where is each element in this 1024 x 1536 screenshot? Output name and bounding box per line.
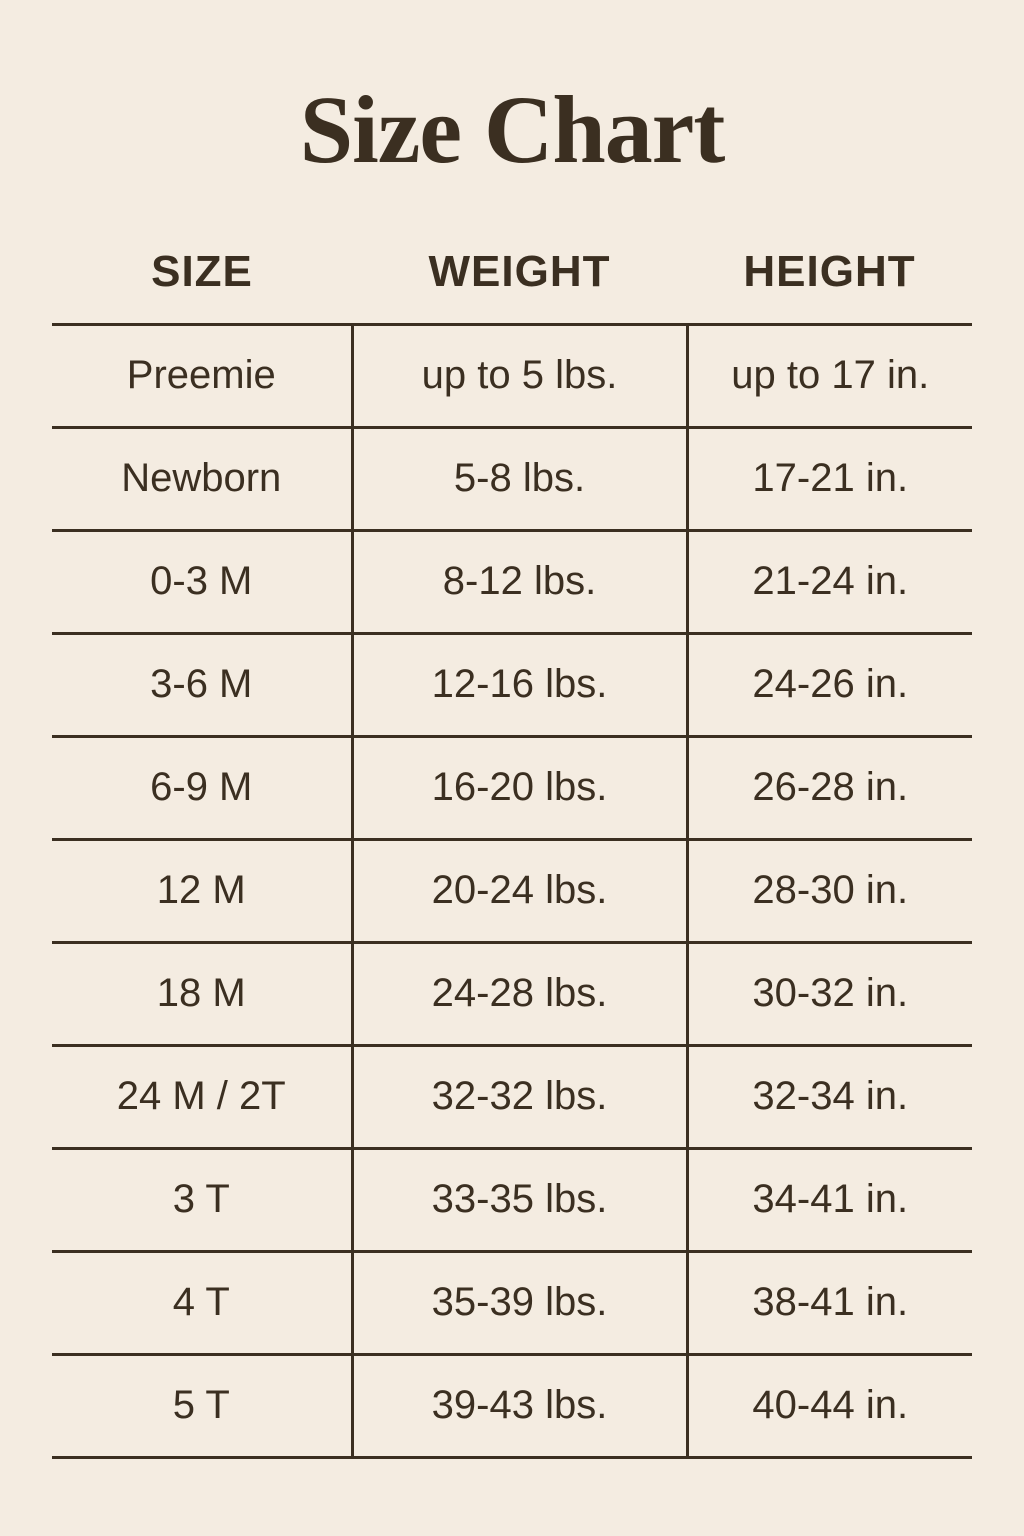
cell-size: 0-3 M [52, 530, 352, 633]
cell-weight: 12-16 lbs. [352, 633, 687, 736]
column-header-weight: WEIGHT [428, 246, 611, 296]
cell-weight: 20-24 lbs. [352, 839, 687, 942]
cell-height: up to 17 in. [687, 324, 972, 427]
cell-size: 24 M / 2T [52, 1045, 352, 1148]
column-header-size: SIZE [151, 246, 253, 296]
cell-height: 28-30 in. [687, 839, 972, 942]
table-row [52, 530, 972, 633]
cell-size: 4 T [52, 1251, 352, 1354]
cell-size: 6-9 M [52, 736, 352, 839]
cell-weight: 5-8 lbs. [352, 427, 687, 530]
cell-weight: 8-12 lbs. [352, 530, 687, 633]
column-header-height: HEIGHT [743, 246, 916, 296]
cell-height: 26-28 in. [687, 736, 972, 839]
table-body [52, 324, 972, 1457]
table-row [52, 1354, 972, 1457]
cell-weight: 16-20 lbs. [352, 736, 687, 839]
cell-weight: 24-28 lbs. [352, 942, 687, 1045]
cell-height: 24-26 in. [687, 633, 972, 736]
cell-weight: up to 5 lbs. [352, 324, 687, 427]
cell-weight: 39-43 lbs. [352, 1354, 687, 1457]
cell-weight: 32-32 lbs. [352, 1045, 687, 1148]
cell-weight: 35-39 lbs. [352, 1251, 687, 1354]
page-title: Size Chart [299, 76, 725, 183]
cell-weight: 33-35 lbs. [352, 1148, 687, 1251]
cell-size: 5 T [52, 1354, 352, 1457]
cell-height: 21-24 in. [687, 530, 972, 633]
table-row [52, 1148, 972, 1251]
table-row [52, 839, 972, 942]
cell-size: 3 T [52, 1148, 352, 1251]
cell-size: 3-6 M [52, 633, 352, 736]
table-row [52, 427, 972, 530]
cell-size: Newborn [52, 427, 352, 530]
cell-height: 30-32 in. [687, 942, 972, 1045]
size-chart-table [52, 247, 972, 1459]
table-row [52, 633, 972, 736]
cell-size: Preemie [52, 324, 352, 427]
cell-height: 32-34 in. [687, 1045, 972, 1148]
cell-size: 12 M [52, 839, 352, 942]
cell-height: 34-41 in. [687, 1148, 972, 1251]
header-row [52, 247, 972, 325]
table-header [52, 247, 972, 325]
cell-height: 40-44 in. [687, 1354, 972, 1457]
cell-height: 17-21 in. [687, 427, 972, 530]
table-row [52, 1251, 972, 1354]
table-row [52, 736, 972, 839]
table-row [52, 324, 972, 427]
cell-size: 18 M [52, 942, 352, 1045]
cell-height: 38-41 in. [687, 1251, 972, 1354]
table-row [52, 1045, 972, 1148]
table-row [52, 942, 972, 1045]
